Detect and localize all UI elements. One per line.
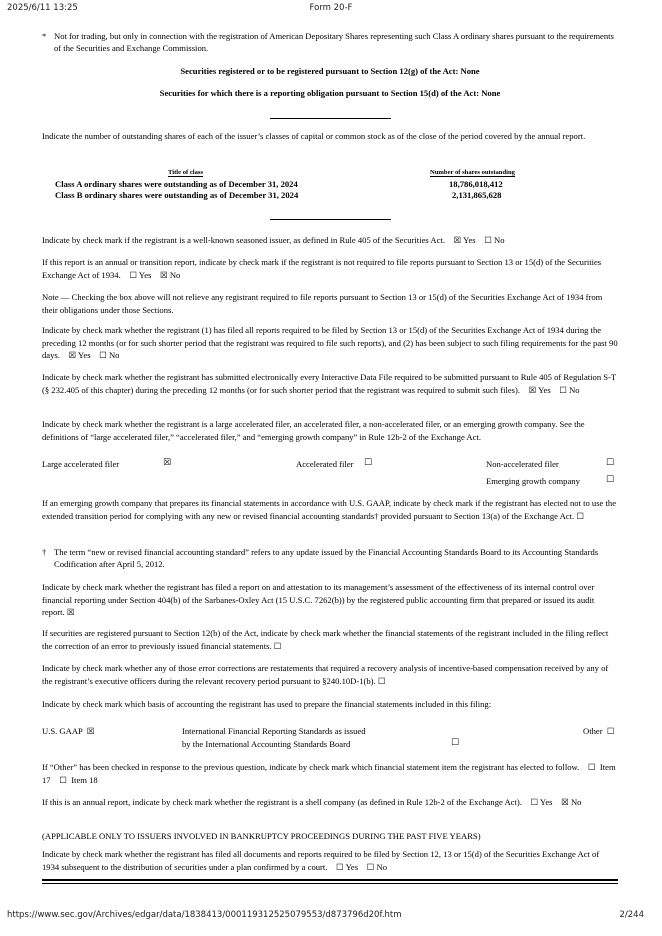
large-accelerated-filer-label: Large accelerated filer — [42, 459, 120, 469]
section-12g-heading: Securities registered or to be registered pursuant to Section 12(g) of the Act: None — [180, 66, 480, 76]
non-accelerated-filer-label: Non-accelerated filer — [486, 459, 559, 469]
page-bottom-rule — [42, 883, 618, 884]
divider-rule — [270, 118, 391, 119]
question-interactive-data: Indicate by check mark whether the registrant has submitted electronically every Interactive Data File required to be submitted pursuant to Rule 405 of Regulation S-T (§ 232.405 of this chapter) during the preceding 12 months (or for such shorter period that the registrant was required to submit such files). ☒ Yes ☐ No — [42, 372, 619, 395]
accelerated-filer-checkbox[interactable]: ☐ — [364, 458, 373, 468]
note-checking-box: Note — Checking the box above will not relieve any registrant required to file reports pursuant to Section 13 or 15(d) of the Securities Exchange Act of 1934 from their obligations under those Sections. — [42, 292, 603, 315]
question-accounting-basis: Indicate by check mark which basis of accounting the registrant has used to prepare the financial statements included in this filing: — [42, 699, 492, 709]
question-not-required-to-file: If this report is an annual or transition report, indicate by check mark if the registrant is not required to file reports pursuant to Section 13 or 15(d) of the Securities Exchange Act of 1934. ☐ Yes ☒ No — [42, 257, 604, 280]
table-row-class-b-number: 2,131,865,628 — [452, 190, 502, 200]
divider-rule — [270, 219, 391, 220]
print-doc-title: Form 20-F — [309, 3, 353, 13]
basis-ifrs-checkbox[interactable]: ☐ — [451, 738, 460, 748]
print-timestamp: 2025/6/11 13:25 — [7, 3, 78, 13]
question-error-correction: If securities are registered pursuant to Section 12(b) of the Act, indicate by check mark whether the financial statements of the registrant included in the filing reflect the correction of an error to previously issued financial statements. ☐ — [42, 628, 609, 651]
outstanding-shares-intro: Indicate the number of outstanding shares of each of the issuer’s classes of capital or common stock as of the close of the period covered by the annual report. — [42, 131, 586, 141]
basis-ifrs-line1: International Financial Reporting Standards as issued — [182, 726, 366, 736]
footnote-dagger-text: The term “new or revised financial accounting standard” refers to any update issued by the Financial Accounting Standards Board to its Accounting Standards Codification after April 5, 2012. — [54, 547, 599, 569]
footnote-star-mark: * — [42, 31, 47, 41]
print-url-link[interactable]: https://www.sec.gov/Archives/edgar/data/1838413/000119312525079553/d873796d20f.htm — [7, 910, 402, 920]
table-header-number-of-shares: Number of shares outstanding — [430, 169, 515, 176]
print-url[interactable] — [7, 910, 402, 920]
question-egc-transition: If an emerging growth company that prepares its financial statements in accordance with U.S. GAAP, indicate by check mark if the registrant has elected not to use the extended transition period for complying with any new or revised financial accounting standards† provided pursuant to Section 13(a) of the Exchange Act. ☐ — [42, 498, 617, 521]
large-accelerated-filer-checkbox[interactable]: ☒ — [163, 458, 172, 468]
footnote-dagger-mark: † — [42, 547, 47, 557]
question-shell-company: If this is an annual report, indicate by check mark whether the registrant is a shell company (as defined in Rule 12b-2 of the Exchange Act). ☐ Yes ☒ No — [42, 797, 582, 807]
question-filed-all-reports: Indicate by check mark whether the registrant (1) has filed all reports required to be filed by Section 13 or 15(d) of the Securities Exchange Act of 1934 during the preceding 12 months (or for such shorter period that the registrant was required to file such reports), and (2) has been subject to such filing requirements for the past 90 days. ☒ Yes ☐ No — [42, 325, 620, 360]
basis-us-gaap: U.S. GAAP ☒ — [42, 726, 95, 736]
question-filer-type: Indicate by check mark whether the registrant is a large accelerated filer, an accelerated filer, a non-accelerated filer, or an emerging growth company. See the definitions of “large accelerated filer,” “accelerated filer,” and “emerging growth company” in Rule 12b-2 of the Exchange Act. — [42, 419, 585, 442]
footnote-star-text: Not for trading, but only in connection with the registration of American Depositary Shares representing such Class A ordinary shares pursuant to the requirements of the Securities and Exchange Commission. — [54, 31, 614, 53]
question-other-item: If “Other” has been checked in response to the previous question, indicate by check mark which financial statement item the registrant has elected to follow. ☐ Item 17 ☐ Item 18 — [42, 762, 618, 785]
page-bottom-rule — [42, 879, 618, 881]
question-restatement-recovery: Indicate by check mark whether any of those error corrections are restatements that required a recovery analysis of incentive-based compensation received by any of the registrant’s executive officers during the relevant recovery period pursuant to §240.10D-1(b). ☐ — [42, 663, 609, 686]
table-row-class-b-title: Class B ordinary shares were outstanding as of December 31, 2024 — [55, 190, 299, 200]
section-15d-heading: Securities for which there is a reporting obligation pursuant to Section 15(d) of the Act: None — [159, 88, 501, 98]
question-icfr-attestation: Indicate by check mark whether the registrant has filed a report on and attestation to its management’s assessment of the effectiveness of its internal control over financial reporting under Section 404(b) of the Sarbanes-Oxley Act (15 U.S.C. 7262(b)) by the registered public accounting firm that prepared or issued its audit report. ☒ — [42, 582, 595, 617]
emerging-growth-company-checkbox[interactable]: ☐ — [606, 475, 615, 485]
print-page-number: 2/244 — [619, 910, 644, 920]
table-row-class-a-number: 18,786,018,412 — [449, 179, 503, 189]
basis-other: Other ☐ — [583, 726, 615, 736]
emerging-growth-company-label: Emerging growth company — [486, 476, 580, 486]
non-accelerated-filer-checkbox[interactable]: ☐ — [606, 458, 615, 468]
table-row-class-a-title: Class A ordinary shares were outstanding as of December 31, 2024 — [55, 179, 298, 189]
bankruptcy-heading: (APPLICABLE ONLY TO ISSUERS INVOLVED IN BANKRUPTCY PROCEEDINGS DURING THE PAST FIVE YEARS) — [42, 831, 481, 841]
question-wksi: Indicate by check mark if the registrant is a well-known seasoned issuer, as defined in Rule 405 of the Securities Act. ☒ Yes ☐ No — [42, 235, 505, 245]
table-header-title-of-class: Title of class — [168, 169, 204, 176]
accelerated-filer-label: Accelerated filer — [296, 459, 354, 469]
basis-ifrs-line2: by the International Accounting Standards Board — [182, 739, 351, 749]
question-bankruptcy-filings: Indicate by check mark whether the registrant has filed all documents and reports required to be filed by Section 12, 13 or 15(d) of the Securities Exchange Act of 1934 subsequent to the distribution of securities under a plan confirmed by a court. ☐ Yes ☐ No — [42, 849, 602, 872]
